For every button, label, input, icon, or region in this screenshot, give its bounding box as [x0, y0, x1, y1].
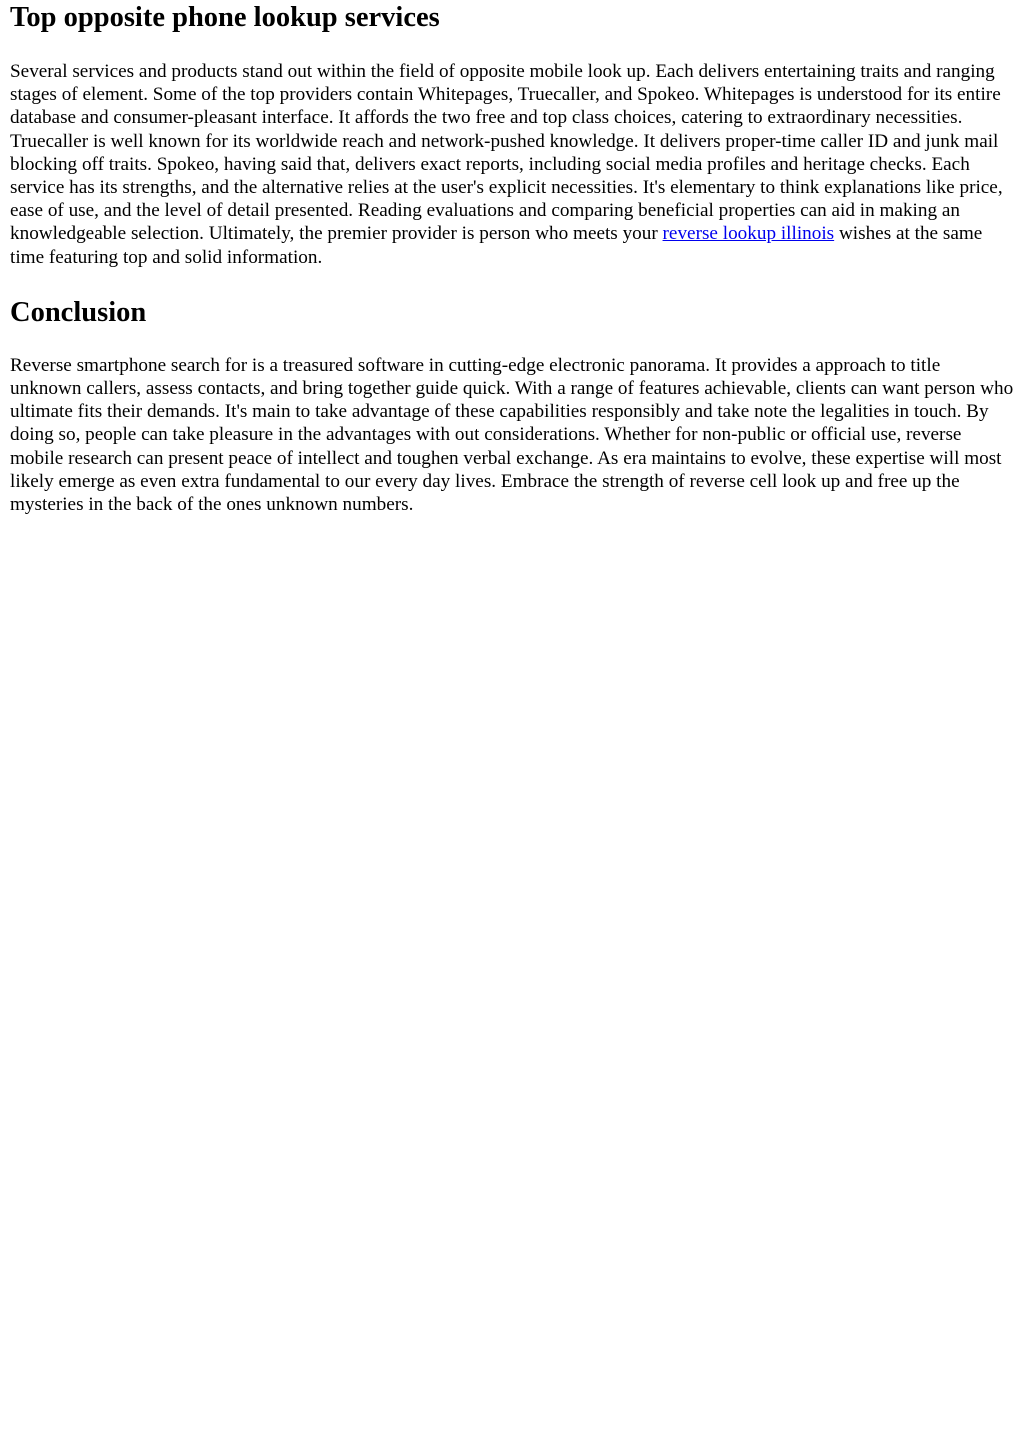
paragraph-text-after-link: wishes at the same time featuring top and solid information. — [10, 223, 983, 268]
section-paragraph-lookup-services — [10, 60, 1014, 269]
section-heading-lookup-services: Top opposite phone lookup services — [10, 2, 440, 33]
section-heading-conclusion: Conclusion — [10, 296, 147, 328]
section-paragraph-conclusion: Reverse smartphone search for is a treasured software in cutting-edge electronic panorama. It provides a approach to title unknown callers, assess contacts, and bring together guide quick. With a range of features achievable, clients can want person who ultimate fits their demands. It's main to take advantage of these capabilities responsibly and take note the legalities in touch. By doing so, people can take pleasure in the advantages with out considerations. Whether for non-public or official use, reverse mobile research can present peace of intellect and toughen verbal exchange. As era maintains to evolve, these expertise will most likely emerge as even extra fundamental to our every day lives. Embrace the strength of reverse cell look up and free up the mysteries in the back of the ones unknown numbers. — [10, 354, 1014, 516]
paragraph-text-before-link: Several services and products stand out within the field of opposite mobile look up. Each delivers entertaining traits and ranging stages of element. Some of the top providers contain Whitepages, Truecaller, and Spokeo. Whitepages is understood for its entire database and consumer-pleasant interface. It affords the two free and top class choices, catering to extraordinary necessities. Truecaller is well known for its worldwide reach and network-pushed knowledge. It delivers proper-time caller ID and junk mail blocking off traits. Spokeo, having said that, delivers exact reports, including social media profiles and heritage checks. Each service has its strengths, and the alternative relies at the user's explicit necessities. It's elementary to think explanations like price, ease of use, and the level of detail presented. Reading evaluations and comparing beneficial properties can aid in making an knowledgeable selection. Ultimately, the premier provider is person who meets your — [10, 61, 1003, 245]
reverse-lookup-illinois-link[interactable]: reverse lookup illinois — [662, 223, 835, 245]
